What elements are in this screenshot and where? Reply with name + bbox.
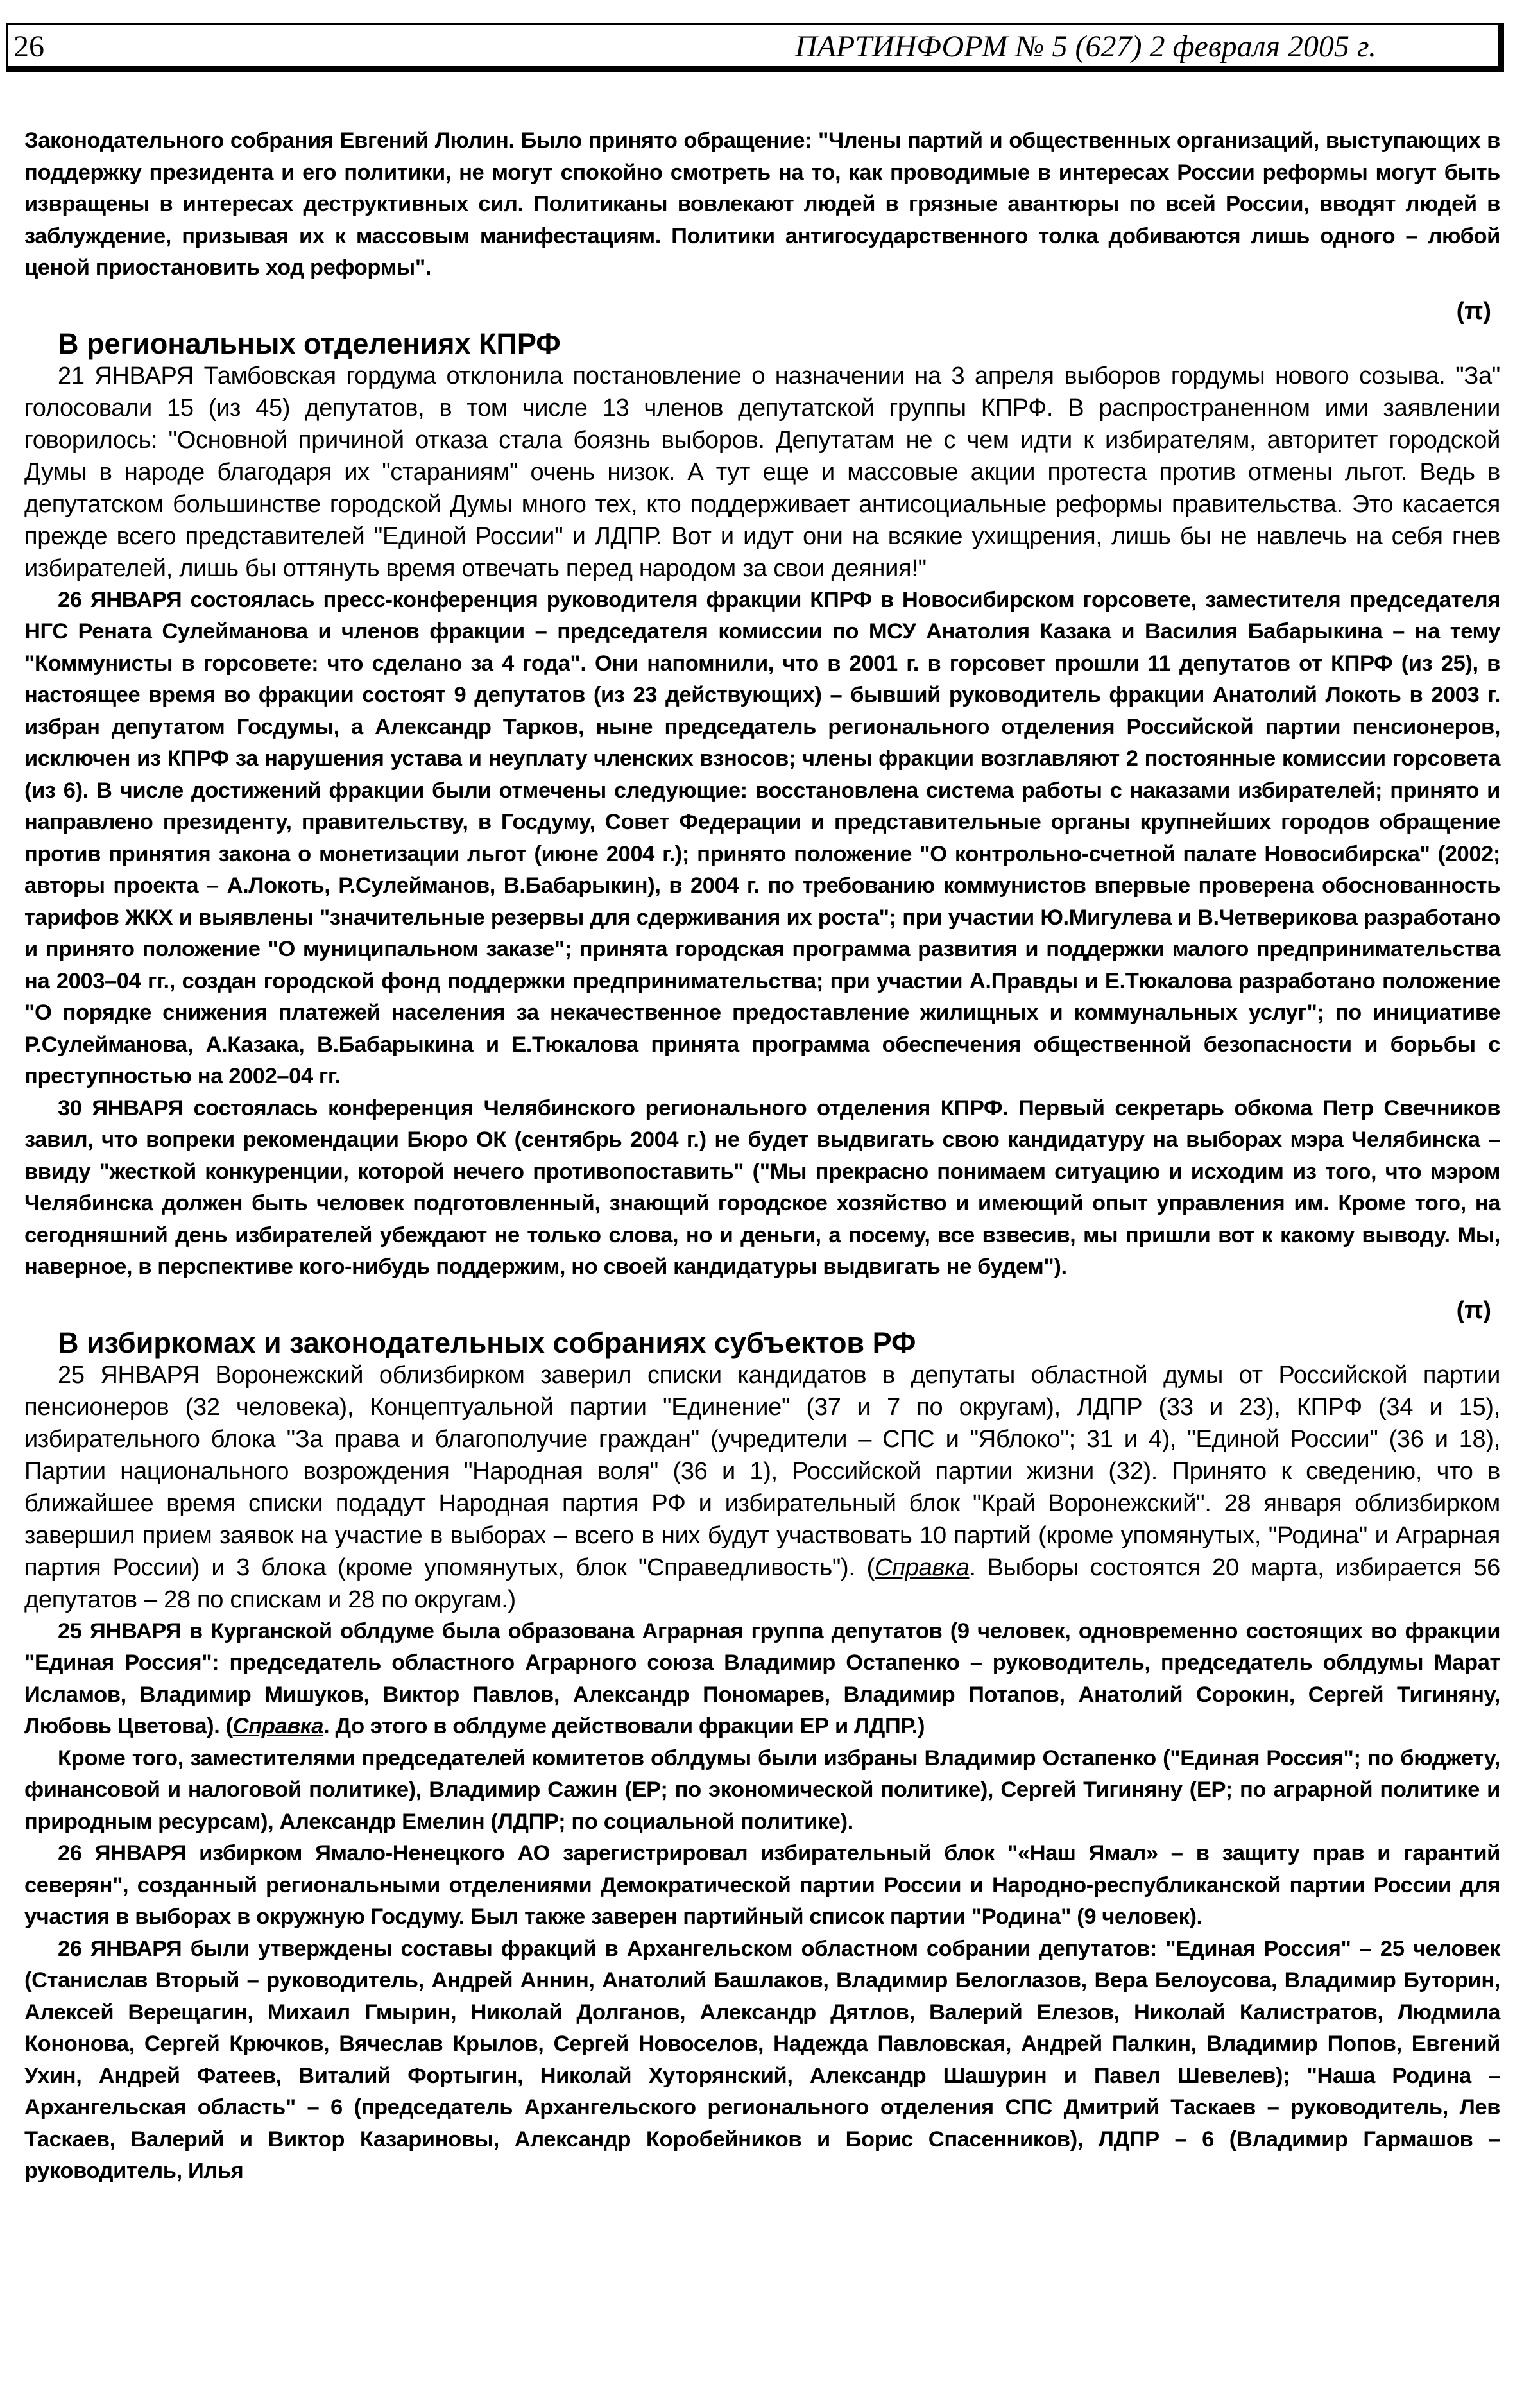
- paragraph-text: 26 ЯНВАРЯ избирком Ямало-Ненецкого АО зарегистрировал избирательный блок "«Наш Ямал» – в защиту прав и гарантий северян", созданный региональными отделениями Демократической партии России и Народно-республиканской партии России для участия в выборах в окружную Госдуму. Был также заверен партийный список партии "Родина" (9 человек).: [24, 1841, 1500, 1929]
- paragraph-text: 26 ЯНВАРЯ состоялась пресс-конференция руководителя фракции КПРФ в Новосибирском горсовете, заместителя председателя НГС Рената Сулейманова и членов фракции – председателя комиссии по МСУ Анатолия Казака и Василия Бабарыкина – на тему "Коммунисты в горсовете: что сделано за 4 года". Они напомнили, что в 2001 г. в горсовет прошли 11 депутатов от КПРФ (из 25), в настоящее время во фракции состоят 9 депутатов (из 23 действующих) – бывший руководитель фракции Анатолий Локоть в 2003 г. избран депутатом Госдумы, а Александр Тарков, ныне председатель регионального отделения Российской партии пенсионеров, исключен из КПРФ за нарушения устава и неуплату членских взносов; члены фракции возглавляют 2 постоянные комиссии горсовета (из 6). В числе достижений фракции были отмечены следующие: восстановлена система работы с наказами избирателей; принято и направлено президенту, правительству, в Госдуму, Совет Федерации и представительные органы крупнейших городов обращение против принятия закона о монетизации льгот (июне 2004 г.); принято положение "О контрольно-счетной палате Новосибирска" (2002; авторы проекта – А.Локоть, Р.Сулейманов, В.Бабарыкин), в 2004 г. по требованию коммунистов впервые проверена обоснованность тарифов ЖКХ и выявлены "значительные резервы для сдерживания их роста"; при участии Ю.Мигулева и В.Четверикова разработано и принято положение "О муниципальном заказе"; принята городская программа развития и поддержки малого предпринимательства на 2003–04 гг., создан городской фонд поддержки предпринимательства; при участии А.Правды и Е.Тюкалова разработано положение "О порядке снижения платежей населения за некачественное предоставление жилищных и коммунальных услуг"; по инициативе Р.Сулейманова, А.Казака, В.Бабарыкина и Е.Тюкалова принята программа обеспечения общественной безопасности и борьбы с преступностью на 2002–04 гг.: [24, 587, 1500, 1088]
- section-heading: В избиркомах и законодательных собраниях субъектов РФ: [58, 1326, 916, 1359]
- source-signature: (π): [1456, 1296, 1491, 1324]
- paragraph-text: Кроме того, заместителями председателей комитетов облдумы были избраны Владимир Остапенко ("Единая Россия"; по бюджету, финансовой и налоговой политике), Владимир Сажин (ЕР; по экономической политике), Сергей Тигиняну (ЕР; по аграрной политике и природным ресурсам), Александр Емелин (ЛДПР; по социальной политике).: [24, 1745, 1500, 1834]
- paragraph-text: 25 ЯНВАРЯ Воронежский облизбирком заверил списки кандидатов в депутаты областной думы от Российской партии пенсионеров (32 человека), Концептуальной партии "Единение" (37 и 7 по округам), ЛДПР (33 и 23), КПРФ (34 и 15), избирательного блока "За права и благополучие граждан" (учредители – СПС и "Яблоко"; 31 и 4), "Единой России" (36 и 18), Партии национального возрождения "Народная воля" (36 и 1), Российской партии жизни (32). Принято к сведению, что в ближайшее время списки подадут Народная партия РФ и избирательный блок "Край Воронежский". 28 января облизбирком завершил прием заявок на участие в выборах – всего в них будут участвовать 10 партий (кроме упомянутых, "Родина" и Аграрная партия России) и 3 блока (кроме упомянутых, блок "Справедливость"). (: [24, 1361, 1500, 1581]
- article-body: [24, 125, 1500, 2188]
- paragraph: [24, 1838, 1500, 1933]
- paragraph: [24, 125, 1500, 284]
- publication-title: ПАРТИНФОРМ № 5 (627) 2 февраля 2005 г.: [794, 30, 1376, 64]
- paragraph: [24, 1933, 1500, 2188]
- page-header: [6, 23, 1504, 72]
- paragraph-text: 26 ЯНВАРЯ были утверждены составы фракций в Архангельском областном собрании депутатов: "Единая Россия" – 25 человек (Станислав Вторый – руководитель, Андрей Аннин, Анатолий Башлаков, Владимир Белоглазов, Вера Белоусова, Владимир Буторин, Алексей Верещагин, Михаил Гмырин, Николай Долганов, Александр Дятлов, Валерий Елезов, Николай Калистратов, Людмила Кононова, Сергей Крючков, Вячеслав Крылов, Сергей Новоселов, Надежда Павловская, Андрей Палкин, Владимир Попов, Евгений Ухин, Андрей Фатеев, Виталий Фортыгин, Николай Хуторянский, Александр Шашурин и Павел Шевелев); "Наша Родина – Архангельская область" – 6 (председатель Архангельского регионального отделения СПС Дмитрий Таскаев – руководитель, Лев Таскаев, Валерий и Виктор Казариновы, Александр Коробейников и Борис Спасенников), ЛДПР – 6 (Владимир Гармашов – руководитель, Илья: [24, 1936, 1500, 2183]
- paragraph: [24, 360, 1500, 585]
- paragraph-text: 30 ЯНВАРЯ состоялась конференция Челябинского регионального отделения КПРФ. Первый секретарь обкома Петр Свечников завил, что вопреки рекомендации Бюро ОК (сентябрь 2004 г.) не будет выдвигать свою кандидатуру на выборах мэра Челябинска – ввиду "жесткой конкуренции, которой нечего противопоставить" ("Мы прекрасно понимаем ситуацию и исходим из того, что мэром Челябинска должен быть человек подготовленный, знающий городское хозяйство и имеющий опыт управления им. Кроме того, на сегодняшний день избирателей убеждают не только слова, но и деньги, а посему, все взвесив, мы пришли вот к какому выводу. Мы, наверное, в перспективе кого-нибудь поддержим, но своей кандидатуры выдвигать не будем").: [24, 1095, 1500, 1279]
- paragraph-text: . До этого в облдуме действовали фракции ЕР и ЛДПР.): [323, 1714, 925, 1738]
- source-signature: (π): [1456, 297, 1491, 325]
- paragraph-text: . Выборы состоятся 20 марта, избирается 56 депутатов – 28 по спискам и 28 по округам.): [24, 1554, 1500, 1613]
- paragraph: [24, 1359, 1500, 1616]
- paragraph: [24, 1743, 1500, 1838]
- page-number: 26: [13, 30, 44, 64]
- reference-link[interactable]: Справка: [232, 1714, 324, 1738]
- paragraph: [24, 1093, 1500, 1283]
- paragraph: [24, 1616, 1500, 1743]
- reference-link[interactable]: Справка: [875, 1554, 970, 1581]
- paragraph-text: 25 ЯНВАРЯ в Курганской облдуме была образована Аграрная группа депутатов (9 человек, одновременно состоящих во фракции "Единая Россия": председатель областного Аграрного союза Владимир Остапенко – руководитель, председатель облдумы Марат Исламов, Владимир Мишуков, Виктор Павлов, Александр Пономарев, Владимир Потапов, Анатолий Сорокин, Сергей Тигиняну, Любовь Цветова). (: [24, 1618, 1500, 1738]
- paragraph-text: 21 ЯНВАРЯ Тамбовская гордума отклонила постановление о назначении на 3 апреля выборов гордумы нового созыва. "За" голосовали 15 (из 45) депутатов, в том числе 13 членов депутатской группы КПРФ. В распространенном ими заявлении говорилось: "Основной причиной отказа стала боязнь выборов. Депутатам не с чем идти к избирателям, авторитет городской Думы в народе благодаря их "стараниям" очень низок. А тут еще и массовые акции протеста против отмены льгот. Ведь в депутатском большинстве городской Думы много тех, кто поддерживает антисоциальные реформы правительства. Это касается прежде всего представителей "Единой России" и ЛДПР. Вот и идут они на всякие ухищрения, лишь бы не навлечь на себя гнев избирателей, лишь бы оттянуть время отвечать перед народом за свои деяния!": [24, 362, 1500, 582]
- paragraph: [24, 585, 1500, 1093]
- section-heading: В региональных отделениях КПРФ: [58, 327, 561, 360]
- paragraph-text: Законодательного собрания Евгений Люлин. Было принято обращение: "Члены партий и общественных организаций, выступающих в поддержку президента и его политики, не могут спокойно смотреть на то, как проводимые в интересах России реформы могут быть извращены в интересах деструктивных сил. Политиканы вовлекают людей в грязные авантюры по всей России, вводят людей в заблуждение, призывая их к массовым манифестациям. Политики антигосударственного толка добиваются лишь одного – любой ценой приостановить ход реформы".: [24, 128, 1500, 280]
